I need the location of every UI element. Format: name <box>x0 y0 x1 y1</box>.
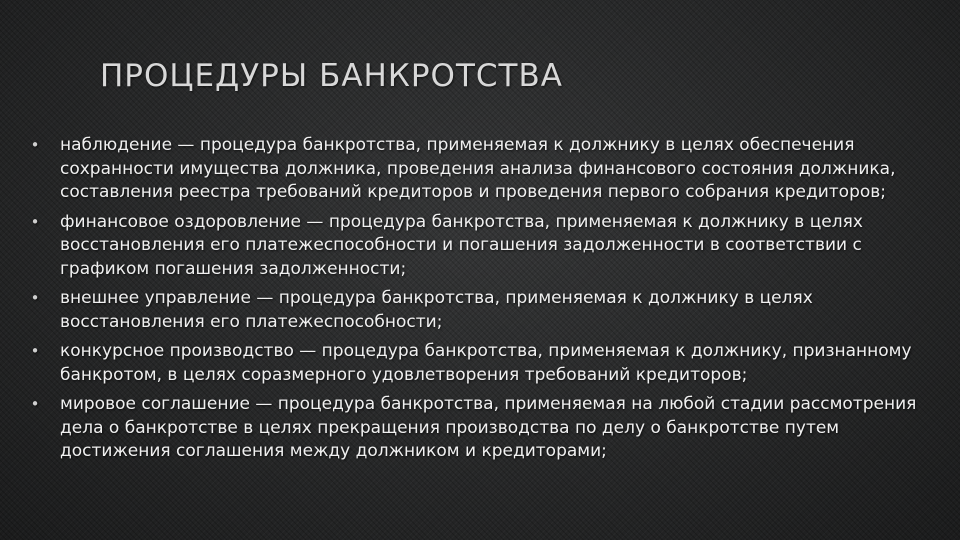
bullet-item-financial-recovery <box>28 211 928 282</box>
bullet-dot-icon: • <box>30 289 40 307</box>
bullet-text: внешнее управление — процедура банкротства, применяемая к должнику в целях восстановления его платежеспособности; <box>60 288 813 332</box>
bullet-dot-icon: • <box>30 136 40 154</box>
bullet-item-external-management <box>28 287 928 334</box>
bullet-text: наблюдение — процедура банкротства, применяемая к должнику в целях обеспечения сохранности имущества должника, проведения анализа финансового состояния должника, составления реестра требований кредиторов и проведения первого собрания кредиторов; <box>60 135 896 202</box>
bullet-text: конкурсное производство — процедура банкротства, применяемая к должнику, признанному банкротом, в целях соразмерного удовлетворения требований кредиторов; <box>60 341 912 385</box>
bullet-item-settlement-agreement <box>28 393 928 464</box>
bullet-dot-icon: • <box>30 342 40 360</box>
bullet-item-observation <box>28 134 928 205</box>
bullet-item-competitive-proceedings <box>28 340 928 387</box>
slide-title: ПРОЦЕДУРЫ БАНКРОТСТВА <box>100 58 563 94</box>
bullet-dot-icon: • <box>30 395 40 413</box>
bullet-list <box>28 134 928 470</box>
bullet-text: мировое соглашение — процедура банкротства, применяемая на любой стадии рассмотрения дела о банкротстве в целях прекращения производства по делу о банкротстве путем достижения соглашения между должником и кредиторами; <box>60 394 917 461</box>
bullet-text: финансовое оздоровление — процедура банкротства, применяемая к должнику в целях восстановления его платежеспособности и погашения задолженности в соответствии с графиком погашения задолженности; <box>60 211 863 279</box>
bullet-dot-icon: • <box>30 212 40 231</box>
